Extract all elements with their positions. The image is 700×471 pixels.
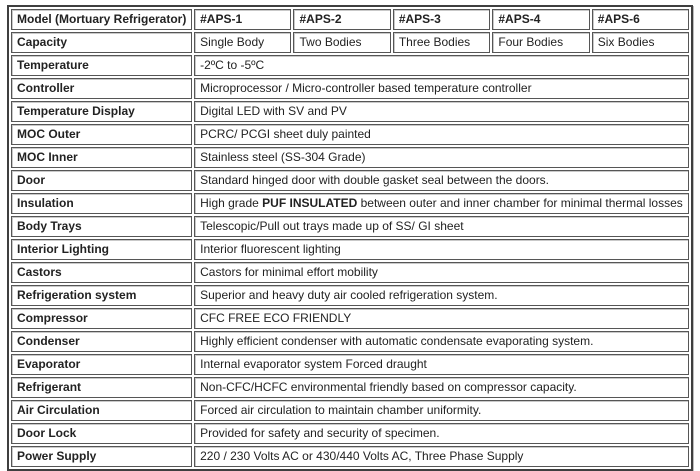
row-refrigerant: [11, 377, 689, 398]
model-cell-aps1: #APS-1: [194, 9, 291, 30]
insulation-value-suffix: between outer and inner chamber for minimal thermal losses: [357, 196, 683, 210]
row-castors: [11, 262, 689, 283]
spec-table: [7, 5, 693, 471]
spec-value: Provided for safety and security of specimen.: [194, 423, 689, 444]
spec-value: -2ºC to -5ºC: [194, 55, 689, 76]
spec-label: Compressor: [11, 308, 192, 329]
capacity-cell-aps2: Two Bodies: [293, 32, 390, 53]
row-temperature-display: [11, 101, 689, 122]
row-temperature: [11, 55, 689, 76]
model-cell-aps6: #APS-6: [592, 9, 689, 30]
row-evaporator: [11, 354, 689, 375]
row-insulation: [11, 193, 689, 214]
spec-value: 220 / 230 Volts AC or 430/440 Volts AC, Three Phase Supply: [194, 446, 689, 467]
spec-value: Forced air circulation to maintain chamber uniformity.: [194, 400, 689, 421]
spec-label: MOC Inner: [11, 147, 192, 168]
row-condenser: [11, 331, 689, 352]
spec-value: Castors for minimal effort mobility: [194, 262, 689, 283]
spec-value: Non-CFC/HCFC environmental friendly based on compressor capacity.: [194, 377, 689, 398]
spec-label: Evaporator: [11, 354, 192, 375]
model-label: Model (Mortuary Refrigerator): [11, 9, 192, 30]
row-moc-outer: [11, 124, 689, 145]
spec-value: Digital LED with SV and PV: [194, 101, 689, 122]
spec-label: Interior Lighting: [11, 239, 192, 260]
capacity-cell-aps4: Four Bodies: [492, 32, 589, 53]
row-door-lock: [11, 423, 689, 444]
row-refrigeration-system: [11, 285, 689, 306]
capacity-cell-aps3: Three Bodies: [393, 32, 491, 53]
spec-value: PCRC/ PCGI sheet duly painted: [194, 124, 689, 145]
row-interior-lighting: [11, 239, 689, 260]
spec-value: Standard hinged door with double gasket seal between the doors.: [194, 170, 689, 191]
spec-value: Microprocessor / Micro-controller based temperature controller: [194, 78, 689, 99]
spec-value: Stainless steel (SS-304 Grade): [194, 147, 689, 168]
row-moc-inner: [11, 147, 689, 168]
insulation-value-bold: PUF INSULATED: [262, 196, 358, 210]
spec-label: Temperature Display: [11, 101, 192, 122]
spec-label: Temperature: [11, 55, 192, 76]
spec-label: Power Supply: [11, 446, 192, 467]
spec-label: Refrigeration system: [11, 285, 192, 306]
spec-label: Insulation: [11, 193, 192, 214]
spec-label: Air Circulation: [11, 400, 192, 421]
capacity-cell-aps1: Single Body: [194, 32, 291, 53]
spec-label: Refrigerant: [11, 377, 192, 398]
spec-label: Castors: [11, 262, 192, 283]
row-compressor: [11, 308, 689, 329]
spec-value: Internal evaporator system Forced draught: [194, 354, 689, 375]
spec-value: Highly efficient condenser with automatic condensate evaporating system.: [194, 331, 689, 352]
insulation-value-prefix: High grade: [200, 196, 263, 210]
row-model: [11, 9, 689, 30]
row-body-trays: [11, 216, 689, 237]
spec-label: Condenser: [11, 331, 192, 352]
capacity-cell-aps6: Six Bodies: [592, 32, 689, 53]
spec-label: MOC Outer: [11, 124, 192, 145]
spec-label: Controller: [11, 78, 192, 99]
spec-value: Superior and heavy duty air cooled refrigeration system.: [194, 285, 689, 306]
row-air-circulation: [11, 400, 689, 421]
model-cell-aps3: #APS-3: [393, 9, 491, 30]
row-door: [11, 170, 689, 191]
spec-value: Interior fluorescent lighting: [194, 239, 689, 260]
model-cell-aps2: #APS-2: [293, 9, 390, 30]
row-power-supply: [11, 446, 689, 467]
model-cell-aps4: #APS-4: [492, 9, 589, 30]
spec-value: Telescopic/Pull out trays made up of SS/ GI sheet: [194, 216, 689, 237]
row-controller: [11, 78, 689, 99]
spec-label: Body Trays: [11, 216, 192, 237]
row-capacity: [11, 32, 689, 53]
spec-value: [194, 193, 689, 214]
spec-label: Door Lock: [11, 423, 192, 444]
spec-value: CFC FREE ECO FRIENDLY: [194, 308, 689, 329]
capacity-label: Capacity: [11, 32, 192, 53]
spec-label: Door: [11, 170, 192, 191]
